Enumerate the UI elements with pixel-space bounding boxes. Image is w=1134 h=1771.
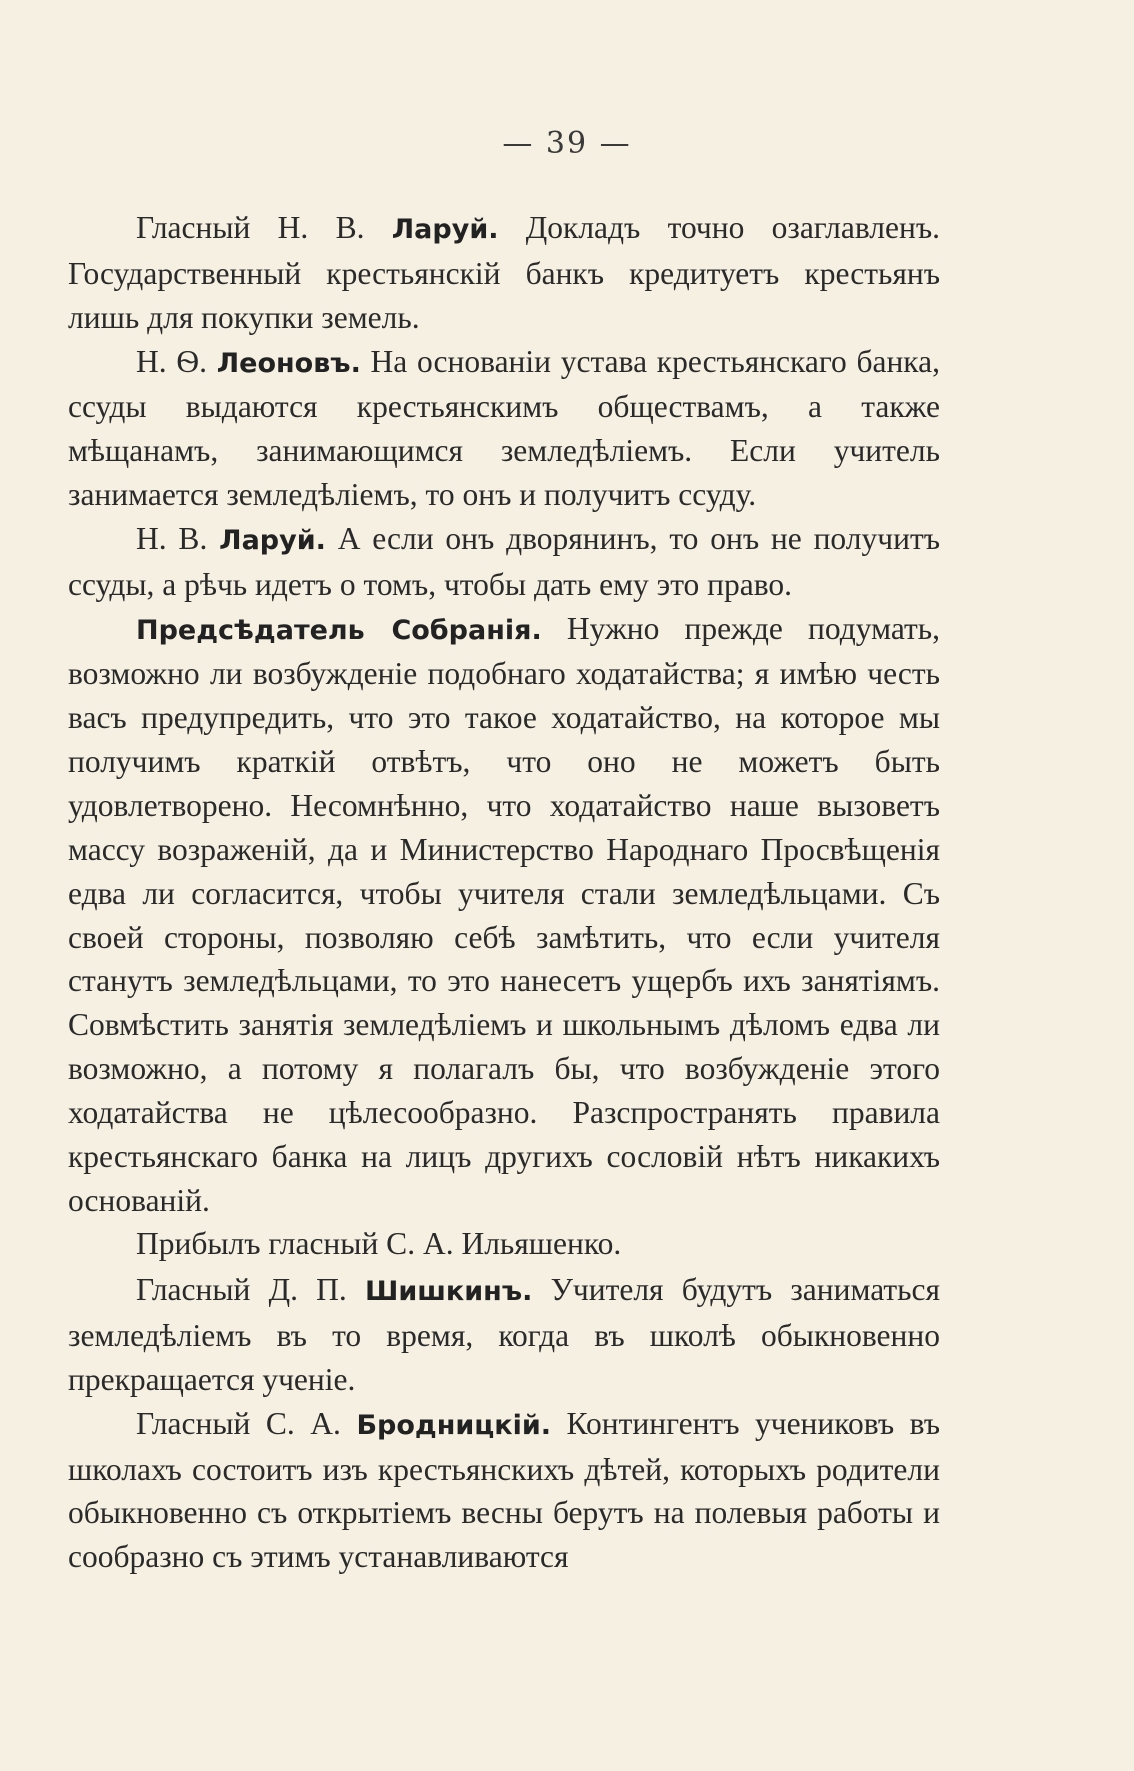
speaker-prefix: Гласный С. А. [136,1405,357,1441]
paragraph [68,206,940,340]
speaker-name: Леоновъ. [216,347,361,379]
speaker-name: Бродницкій. [356,1409,552,1441]
speaker-prefix: Гласный Д. П. [136,1272,365,1308]
speaker-name: Ларуй. [391,214,499,245]
paragraph-text: А если онъ дворянинъ, то онъ не получитъ ссуды, а рѣчь идетъ о томъ, чтобы дать ему это право. [68,520,940,602]
paragraph [68,607,940,1223]
speaker-name: Ларуй. [219,524,326,556]
speaker-name: Предсѣдатель Собранія. [136,614,542,646]
speaker-prefix: Н. Ѳ. [136,343,217,379]
paragraph-text: Учителя будутъ заниматься земледѣліемъ въ то время, когда въ школѣ обыкновенно прекращается ученіе. [68,1272,940,1397]
speaker-name: Шишкинъ. [364,1276,533,1308]
paragraph-text: На основаніи устава крестьянскаго банка, ссуды выдаются крестьянскимъ обществамъ, а также мѣщанамъ, занимающимся земледѣліемъ. Если учитель занимается земледѣліемъ, то онъ и получитъ ссуду. [68,343,940,513]
paragraph [68,517,940,607]
body-text [68,206,940,1579]
paragraph-text: Прибылъ гласный С. А. Ильяшенко. [136,1226,622,1262]
paragraph [68,1222,940,1268]
paragraph-text: Нужно прежде подумать, возможно ли возбужденіе подобнаго ходатайства; я имѣю честь васъ предупредить, что это такое ходатайство, на которое мы получимъ краткій отвѣтъ, что оно не можетъ быть удовлетворено. Несомнѣнно, что ходатайство наше вызоветъ массу возраженій, да и Министерство Народнаго Просвѣщенія едва ли согласится, чтобы учителя стали земледѣльцами. Съ своей стороны, позволяю себѣ замѣтить, что если учителя станутъ земледѣльцами, то это нанесетъ ущербъ ихъ занятіямъ. Совмѣстить занятія земледѣліемъ и школьнымъ дѣломъ едва ли возможно, а потому я полагалъ бы, что возбужденіе этого ходатайства не цѣлесообразно. Разспространять правила крестьянскаго банка на лицъ другихъ сословій нѣтъ никакихъ основаній. [68,610,940,1218]
paragraph-text: Докладъ точно озаглавленъ. Государственный крестьянскій банкъ кредитуетъ крестьянъ лишь для покупки земель. [68,210,940,335]
paragraph [68,1268,940,1402]
page-number: — 39 — [502,126,632,161]
paragraph [68,1402,940,1579]
speaker-prefix: Н. В. [136,520,220,556]
paragraph-text: Контингентъ учениковъ въ школахъ состоитъ изъ крестьянскихъ дѣтей, которыхъ родители обыкновенно съ открытіемъ весны берутъ на полевыя работы и сообразно съ этимъ устанавливаются [68,1405,940,1575]
paragraph [68,340,940,517]
speaker-prefix: Гласный Н. В. [136,210,392,245]
